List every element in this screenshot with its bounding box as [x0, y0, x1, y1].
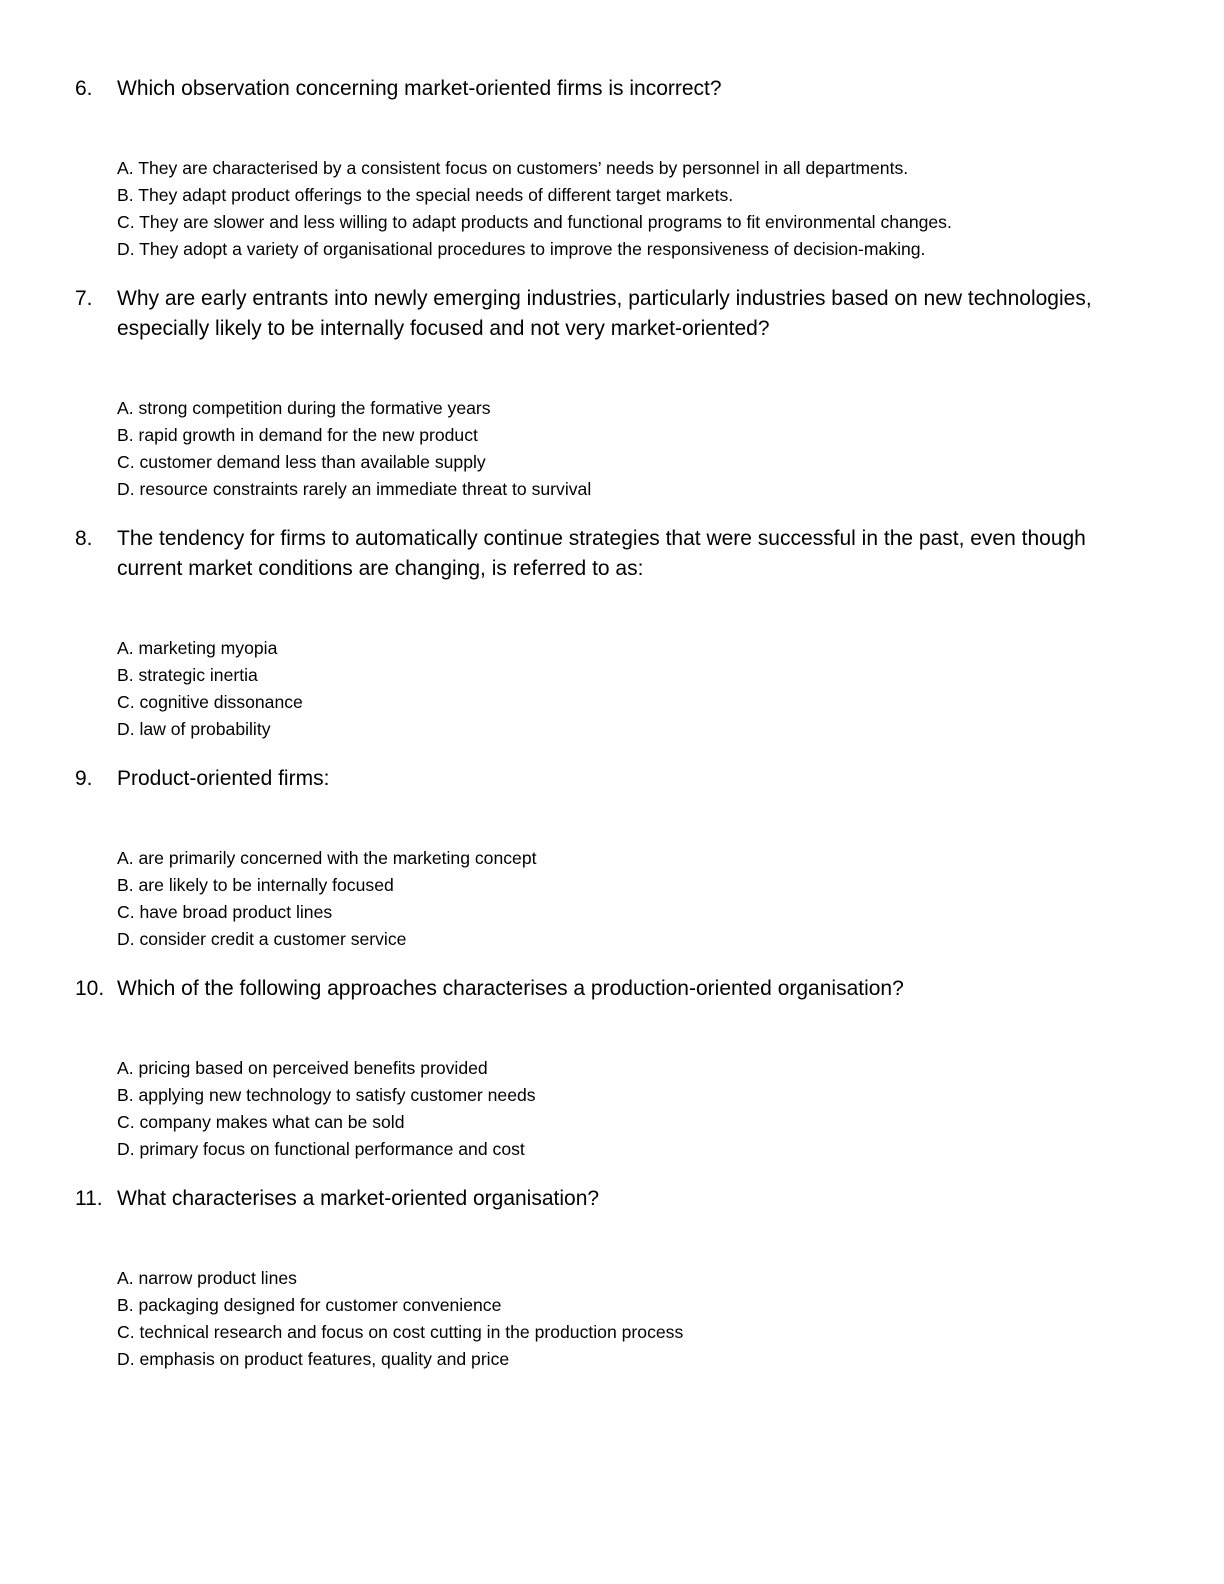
answer-option: C. company makes what can be sold [117, 1112, 405, 1132]
question-number: 11. [75, 1187, 103, 1210]
question-number: 8. [75, 527, 93, 550]
answer-option: A. are primarily concerned with the marketing concept [117, 848, 537, 868]
answer-option: D. emphasis on product features, quality and price [117, 1349, 510, 1369]
question-number: 6. [75, 77, 93, 100]
question-text: What characterises a market-oriented organisation? [117, 1187, 600, 1210]
answer-options [117, 845, 1165, 953]
answer-option: C. have broad product lines [117, 902, 333, 922]
answer-option: D. law of probability [117, 719, 271, 739]
answer-options [117, 1055, 1165, 1163]
question-11 [75, 1184, 1165, 1373]
answer-option: B. rapid growth in demand for the new product [117, 425, 478, 445]
answer-option: D. primary focus on functional performance and cost [117, 1139, 525, 1159]
question-text: Why are early entrants into newly emerging industries, particularly industries based on new technologies, especially likely to be internally focused and not very market-oriented? [117, 287, 1092, 340]
answer-option: B. packaging designed for customer convenience [117, 1295, 502, 1315]
question-line [75, 524, 1165, 584]
question-9 [75, 764, 1165, 953]
answer-option: A. pricing based on perceived benefits provided [117, 1058, 488, 1078]
question-text: Product-oriented firms: [117, 767, 330, 790]
question-text: Which of the following approaches characterises a production-oriented organisation? [117, 977, 904, 1000]
question-list [75, 74, 1165, 1394]
question-10 [75, 974, 1165, 1163]
answer-option: A. narrow product lines [117, 1268, 297, 1288]
answer-option: C. technical research and focus on cost cutting in the production process [117, 1322, 684, 1342]
answer-option: B. are likely to be internally focused [117, 875, 394, 895]
answer-option: C. customer demand less than available supply [117, 452, 486, 472]
question-line [75, 284, 1165, 344]
answer-option: B. strategic inertia [117, 665, 258, 685]
answer-options [117, 1265, 1165, 1373]
question-text: Which observation concerning market-oriented firms is incorrect? [117, 77, 722, 100]
answer-option: A. strong competition during the formative years [117, 398, 491, 418]
answer-option: D. They adopt a variety of organisational procedures to improve the responsiveness of decision-making. [117, 239, 926, 259]
answer-option: B. applying new technology to satisfy customer needs [117, 1085, 536, 1105]
answer-option: D. resource constraints rarely an immediate threat to survival [117, 479, 592, 499]
question-number: 10. [75, 977, 105, 1000]
answer-options [117, 395, 1165, 503]
answer-options [117, 635, 1165, 743]
question-line [75, 974, 1165, 1004]
question-line [75, 764, 1165, 794]
question-line [75, 1184, 1165, 1214]
answer-options [117, 155, 1165, 263]
answer-option: C. They are slower and less willing to adapt products and functional programs to fit environmental changes. [117, 212, 952, 232]
answer-option: C. cognitive dissonance [117, 692, 303, 712]
question-6 [75, 74, 1165, 263]
answer-option: D. consider credit a customer service [117, 929, 407, 949]
question-number: 7. [75, 287, 93, 310]
answer-option: B. They adapt product offerings to the special needs of different target markets. [117, 185, 734, 205]
question-text: The tendency for firms to automatically continue strategies that were successful in the past, even though current market conditions are changing, is referred to as: [117, 527, 1086, 580]
question-8 [75, 524, 1165, 743]
question-7 [75, 284, 1165, 503]
answer-option: A. They are characterised by a consistent focus on customers’ needs by personnel in all departments. [117, 158, 909, 178]
question-number: 9. [75, 767, 93, 790]
question-line [75, 74, 1165, 104]
answer-option: A. marketing myopia [117, 638, 278, 658]
